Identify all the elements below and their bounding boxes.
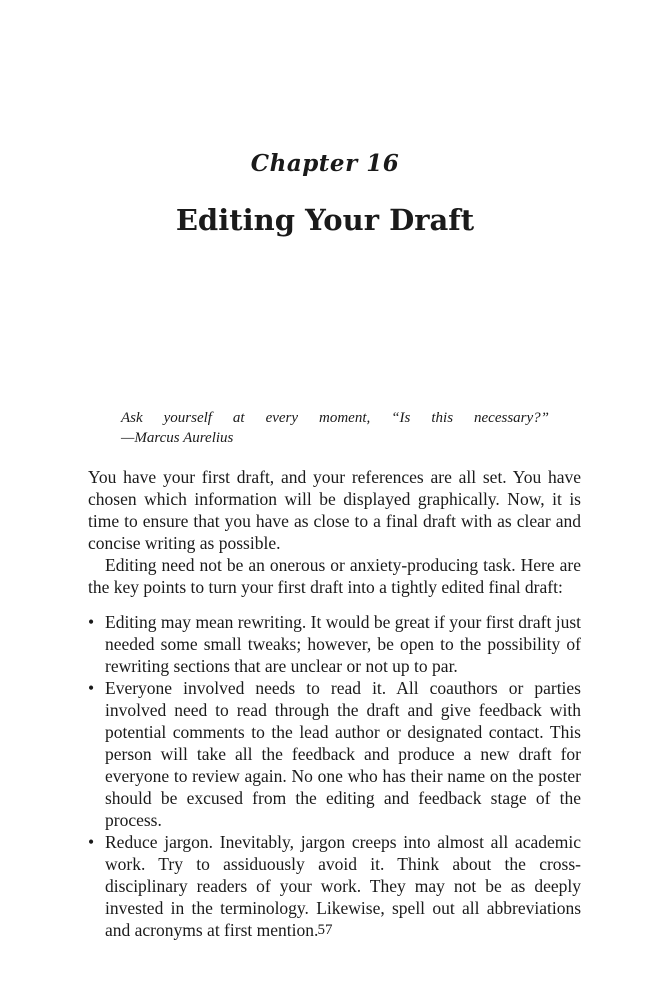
epigraph-attribution: —Marcus Aurelius [121, 430, 234, 446]
paragraph: You have your first draft, and your references are all set. You have chosen which information will be displayed graphically. Now, it is time to ensure that you have as close to a final draft with as clear and concise writing as possible. [88, 467, 581, 553]
bullet-icon: • [88, 832, 95, 852]
bullet-icon: • [88, 612, 95, 632]
list-item-text: Reduce jargon. Inevitably, jargon creeps into almost all academic work. Try to assiduously avoid it. Think about the cross-disciplinary readers of your work. They may not be as deeply invested in the terminology. Likewise, spell out all abbreviations and acronyms at first mention. [105, 832, 581, 940]
body-text [88, 466, 581, 941]
key-points-list [88, 611, 581, 941]
paragraph: Editing need not be an onerous or anxiety-producing task. Here are the key points to turn your first draft into a tightly edited final draft: [88, 555, 581, 597]
epigraph-quote: Ask yourself at every moment, “Is this necessary?” [121, 410, 549, 426]
chapter-title: Editing Your Draft [175, 203, 475, 237]
list-item [88, 677, 581, 831]
list-item [88, 611, 581, 677]
chapter-label: Chapter 16 [250, 150, 400, 177]
list-item-text: Everyone involved needs to read it. All coauthors or parties involved need to read through the draft and give feedback with potential comments to the lead author or designated contact. This person will take all the feedback and produce a new draft for everyone to review again. No one who has their name on the poster should be excused from the editing and feedback stage of the process. [105, 678, 581, 830]
list-item-text: Editing may mean rewriting. It would be great if your first draft just needed some small tweaks; however, be open to the possibility of rewriting sections that are unclear or not up to par. [105, 612, 581, 676]
epigraph [121, 408, 549, 448]
page-number: 57 [317, 922, 333, 938]
bullet-icon: • [88, 678, 95, 698]
